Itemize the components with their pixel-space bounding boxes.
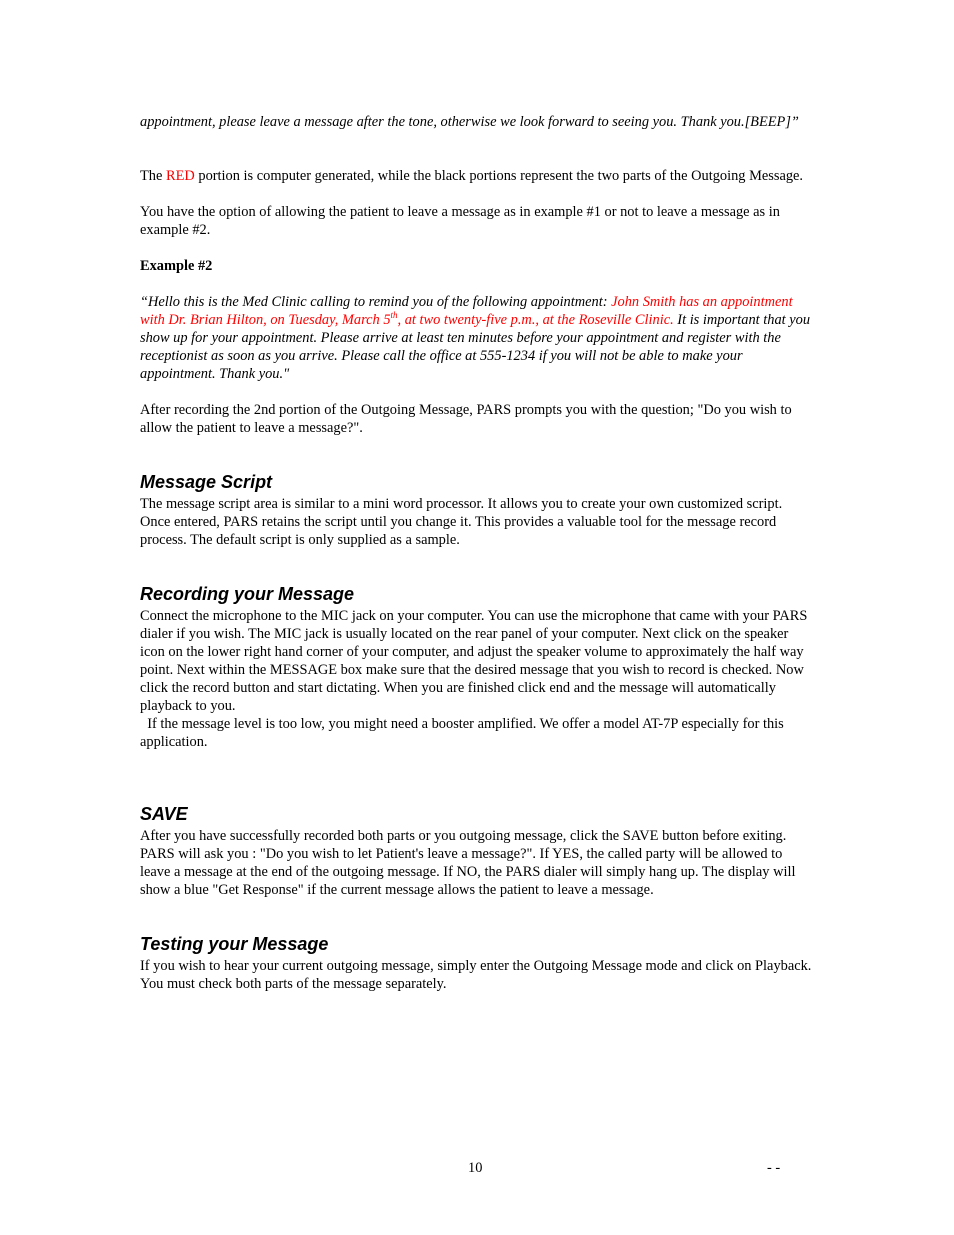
red-note-paragraph (140, 167, 816, 185)
option-note-paragraph: You have the option of allowing the patient to leave a message as in example #1 or not to leave a message as in example #2. (140, 204, 780, 238)
red-note-before: The (140, 168, 166, 184)
example2-paragraph (140, 293, 816, 383)
testing-heading: Testing your Message (140, 934, 329, 954)
red-note-after: portion is computer generated, while the black portions represent the two parts of the Outgoing Message. (194, 168, 804, 184)
save-body: After you have successfully recorded both parts or you outgoing message, click the SAVE button before exiting. PARS will ask you : "Do you wish to let Patient's leave a message?". If YES, the called party will be allowed to leave a message at the end of the outgoing message. If NO, the PARS dialer will simply hang up. The display will show a blue "Get Response" if the current message allows the patient to leave a message. (140, 828, 796, 898)
example2-lead: “Hello this is the Med Clinic calling to remind you of the following appointment: (140, 294, 612, 310)
example2-tail: It is important that you show up for your appointment. Please arrive at least ten minutes before your appointment and register with the receptionist as soon as you arrive. Please call the office at 555-1234 if you will not be able to make your appointment. Thank you." (140, 312, 811, 382)
testing-body: If you wish to hear your current outgoing message, simply enter the Outgoing Message mode and click on Playback. You must check both parts of the message separately. (140, 958, 812, 992)
recording-body: Connect the microphone to the MIC jack on your computer. You can use the microphone that came with your PARS dialer if you wish. The MIC jack is usually located on the rear panel of your computer. Next click on the speaker icon on the lower right hand corner of your computer, and adjust the speaker volume to approximately the half way point. Next within the MESSAGE box make sure that the desired message that you wish to record is checked. Now click the record button and start dictating. When you are finished click end and the message will automatically playback to you. (140, 608, 808, 714)
example2-red-b: , at two twenty-five p.m., at the Roseville Clinic. (397, 312, 674, 328)
after-recording-paragraph: After recording the 2nd portion of the Outgoing Message, PARS prompts you with the question; "Do you wish to allow the patient to leave a message?". (140, 402, 792, 436)
recording-body-2: If the message level is too low, you might need a booster amplified. We offer a model AT-7P especially for this application. (140, 716, 788, 750)
red-note-red-word: RED (165, 168, 195, 184)
example2-red-a: John Smith has an appointment with Dr. Brian Hilton, on Tuesday, March 5 (140, 294, 793, 328)
footer-dash: - - (767, 1160, 781, 1176)
intro-paragraph: appointment, please leave a message after the tone, otherwise we look forward to seeing you. Thank you.[BEEP]” (140, 114, 799, 130)
message-script-heading: Message Script (140, 472, 273, 492)
document-page (140, 113, 816, 993)
save-heading: SAVE (140, 804, 188, 824)
example2-red-sup: th (390, 310, 398, 321)
message-script-body: The message script area is similar to a mini word processor. It allows you to create your own customized script. Once entered, PARS retains the script until you change it. This provides a valuable tool for the message record process. The default script is only supplied as a sample. (140, 496, 783, 548)
example2-heading: Example #2 (140, 258, 213, 274)
page-number: 10 (468, 1160, 483, 1176)
recording-heading: Recording your Message (140, 584, 355, 604)
